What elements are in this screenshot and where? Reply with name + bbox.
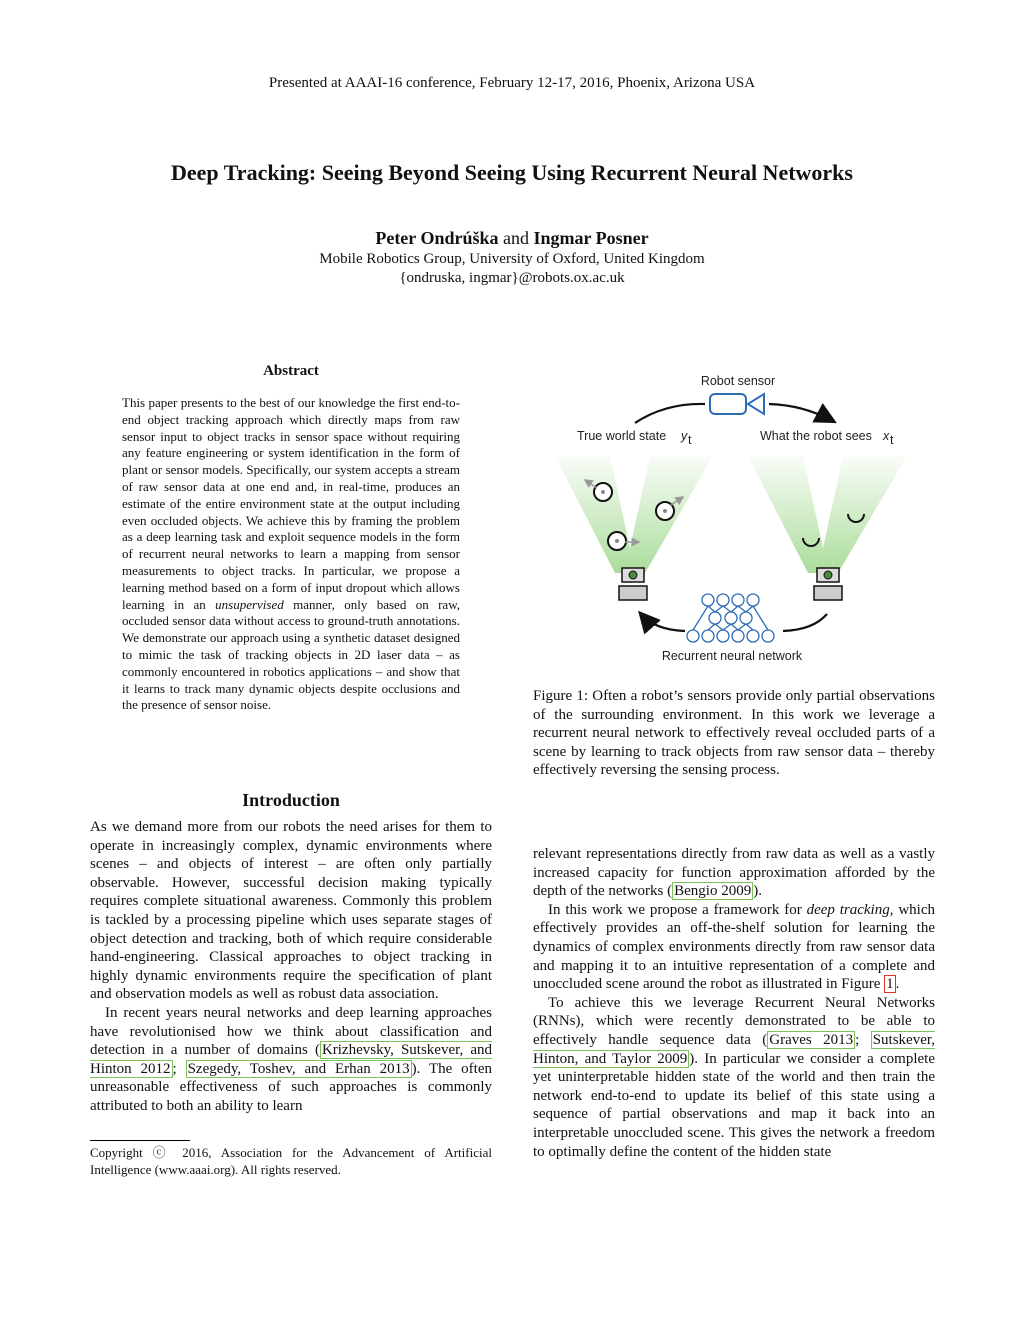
affiliation-text: Mobile Robotics Group, University of Oxford, United Kingdom: [319, 251, 705, 267]
right-sensor-cone: [748, 456, 907, 573]
conference-header: Presented at AAAI-16 conference, February 12-17, 2016, Phoenix, Arizona USA: [268, 75, 756, 91]
right-paragraph-3: [533, 994, 935, 1161]
right-p3-sep: ;: [855, 1031, 871, 1048]
copyright-footnote: Copyright ⓒ 2016, Association for the Advancement of Artificial Intelligence (www.aaai.org). All rights reserved.: [90, 1145, 492, 1177]
abstract-body: [122, 395, 460, 714]
author-and: and: [503, 228, 529, 248]
figure-1-caption: Figure 1: Often a robot’s sensors provide only partial observations of the surrounding environment. In this work we leverage a recurrent neural network to effectively reveal occluded parts of a scene by learning to track objects from raw sensor data – thereby effectively reversing the sensing process.: [533, 688, 935, 779]
intro-p2-sep: ;: [172, 1060, 186, 1077]
intro-paragraph-1: As we demand more from our robots the need arises for them to operate in increasingly complex, dynamic environments where scenes – and objects of interest – are often only partially observable. However, successful decision making typically requires complete situational awareness. Commonly this problem is tackled by a processing pipeline which uses separate stages of object detection and tracking, both of which require considerable hand-engineering. Classical approaches to object tracking in highly dynamic environments require the specification of plant and observation models as well as robust data association.: [90, 819, 492, 1003]
robot-sees-label: What the robot sees: [760, 429, 872, 443]
true-world-label: True world state: [577, 429, 667, 443]
sensor-icon: [710, 394, 764, 414]
right-p3-text-1: To achieve this we leverage Recurrent Neural Networks (RNNs), which were recently demonstrated to be able to effectively handle sequence data (: [533, 994, 935, 1048]
rnn-label: Recurrent neural network: [661, 649, 803, 663]
arc-left-top: [635, 404, 705, 423]
robot-right-icon: [814, 568, 842, 600]
arc-right-top: [769, 404, 833, 421]
intro-p2-text-2: ). The often unreasonable effectiveness of such approaches is commonly attributed to both an ability to learn: [90, 1060, 492, 1114]
citation-sutskever[interactable]: Sutskever, Hinton, and Taylor 2009: [533, 1031, 935, 1067]
abstract-text-2: manner, only based on raw, occluded sensor data without access to ground-truth annotations. We demonstrate our approach using a synthetic dataset designed to mimic the task of tracking objects in 2D laser data – as commonly encountered in robotics applications – and show that it learns to track many dynamic objects despite occlusions and the presence of sensor noise.: [122, 596, 460, 713]
abstract-text-1: This paper presents to the best of our knowledge the first end-to-end object tracking approach which directly maps from raw sensor input to object tracks in sensor space without requiring any feature engineering or system identification in the form of plant or sensor models. Specifically, our system accepts a stream of raw sensor data at one end and, in real-time, produces an estimate of the entire environment state at the output including even occluded objects. We achieve this by framing the problem as a deep learning task and exploit sequence models in the form of recurrent neural networks to learn a mapping from sensor measurements to object tracks. In particular, we propose a learning method based on a form of input dropout which allows learning in an: [122, 395, 460, 612]
abstract-emphasis: unsupervised: [215, 596, 284, 612]
right-p2-text-2: , which effectively provides an off-the-shelf solution for learning the dynamics of complex environments directly from raw sensor data and mapping it to an intuitive representation of a complete and unoccluded scene around the robot as illustrated in Figure: [533, 901, 935, 993]
arc-right-bottom: [783, 614, 827, 631]
abstract-heading: Abstract: [263, 363, 319, 379]
author-line: [0, 228, 1024, 249]
citation-krizhevsky[interactable]: Krizhevsky, Sutskever, and Hinton 2012: [90, 1042, 492, 1077]
robot-sensor-label: Robot sensor: [700, 374, 776, 388]
introduction-heading: Introduction: [242, 790, 340, 810]
robot-sees-sub: t: [890, 433, 894, 447]
right-column-body: [533, 845, 935, 1161]
right-p1-text-2: ).: [753, 883, 762, 900]
right-paragraph-2: [533, 901, 935, 994]
right-paragraph-1: [533, 845, 935, 901]
citation-graves[interactable]: Graves 2013: [769, 1031, 854, 1048]
true-world-var: y: [681, 429, 688, 443]
true-world-sub: t: [688, 433, 692, 447]
citation-szegedy[interactable]: Szegedy, Toshev, and Erhan 2013: [187, 1060, 410, 1077]
affiliation: [0, 250, 1024, 288]
author-2: Ingmar Posner: [533, 228, 649, 248]
right-p2-emphasis: deep tracking: [806, 901, 890, 918]
citation-bengio[interactable]: Bengio 2009: [674, 883, 752, 900]
intro-p2-text-1: In recent years neural networks and deep learning approaches have revolutionised how we think about classification and detection in a number of domains (: [90, 1004, 492, 1059]
author-email: {ondruska, ingmar}@robots.ox.ac.uk: [399, 270, 625, 286]
paper-title: Deep Tracking: Seeing Beyond Seeing Using Recurrent Neural Networks: [171, 160, 853, 185]
figure-reference-link[interactable]: 1: [886, 976, 894, 993]
robot-left-icon: [619, 568, 647, 600]
figure-1: [545, 368, 925, 670]
introduction-body: [90, 818, 492, 1116]
right-p3-text-2: ). In particular we consider a complete yet uninterpretable hidden state of the world and then train the network end-to-end to update its belief of this state using a sequence of partial observations and map it back into an interpretable unoccluded scene. This gives the network a freedom to optimally define the content of the hidden state: [533, 1050, 935, 1160]
right-p2-text-3: .: [895, 976, 900, 993]
left-sensor-cone: [555, 456, 713, 573]
figure-1-diagram: [545, 368, 925, 670]
intro-paragraph-2: [90, 1004, 492, 1116]
footnote-rule: [90, 1140, 190, 1141]
arc-left-bottom: [641, 614, 685, 631]
author-1: Peter Ondrúška: [375, 228, 499, 248]
right-p2-text-1: In this work we propose a framework for: [548, 901, 807, 918]
right-p1-text-1: relevant representations directly from raw data as well as a vastly increased capacity for function approximation afforded by the depth of the networks (: [533, 846, 935, 900]
rnn-icon: [687, 594, 774, 642]
robot-sees-var: x: [883, 429, 890, 443]
